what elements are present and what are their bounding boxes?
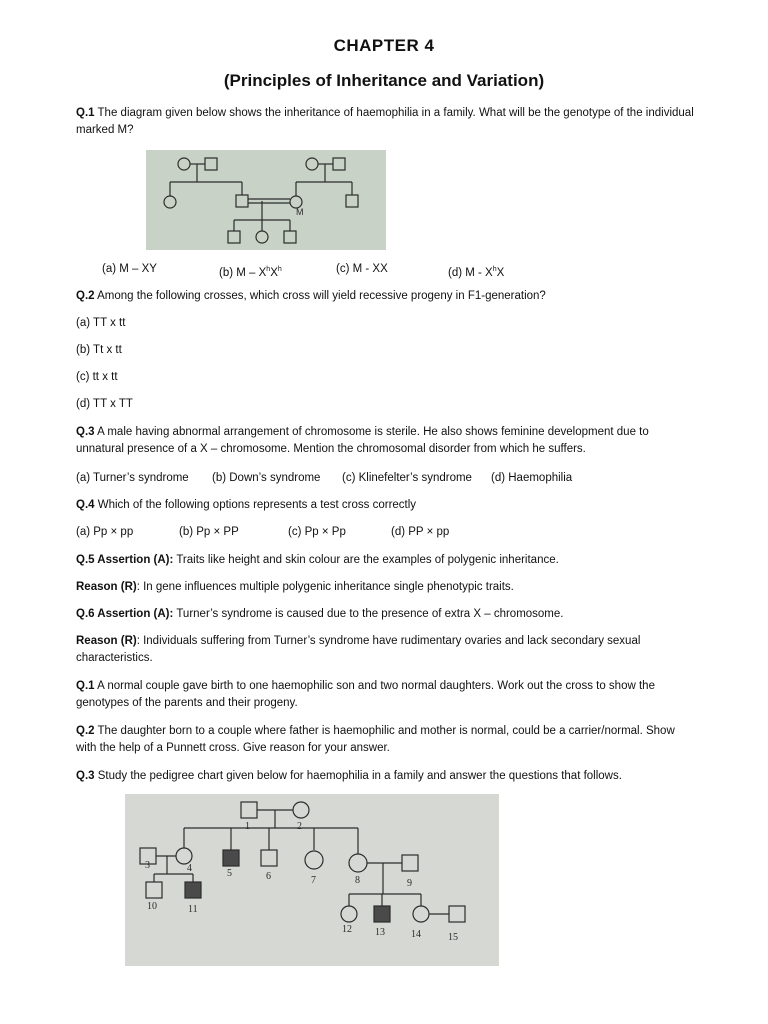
- q3-option-b: (b) Down’s syndrome: [212, 472, 321, 484]
- affected-male-symbol-5: [223, 850, 239, 866]
- male-symbol-15: [449, 906, 465, 922]
- pedigree-chart-1: [146, 150, 386, 250]
- affected-male-symbol-11: [185, 882, 201, 898]
- question-6-reason: [76, 633, 696, 667]
- affected-male-symbol-13: [374, 906, 390, 922]
- female-symbol-12: [341, 906, 357, 922]
- question-4: [76, 497, 696, 514]
- label-2: 2: [297, 821, 302, 832]
- question-5-reason: [76, 579, 696, 596]
- female-symbol-14: [413, 906, 429, 922]
- question-text: Among the following crosses, which cross will yield recessive progeny in F1-generation?: [94, 290, 546, 302]
- label-10: 10: [147, 901, 157, 912]
- q3-option-d: (d) Haemophilia: [491, 472, 573, 484]
- question-text: Which of the following options represents a test cross correctly: [94, 499, 417, 511]
- q1-option-b: (b) M – $X^hX^h$: [219, 266, 282, 279]
- female-symbol: [164, 196, 176, 208]
- male-symbol: [346, 195, 358, 207]
- question-6-assertion: [76, 606, 696, 623]
- assertion-text: Turner’s syndrome is caused due to the presence of extra X – chromosome.: [173, 608, 564, 620]
- q1-option-a: (a) M – XY: [102, 263, 157, 275]
- label-7: 7: [311, 875, 316, 886]
- q2-option-a: (a) TT x tt: [76, 317, 126, 329]
- male-symbol-9: [402, 855, 418, 871]
- male-symbol: [236, 195, 248, 207]
- assertion-label: Q.5 Assertion (A):: [76, 554, 174, 566]
- q4-option-b: (b) Pp × PP: [179, 526, 239, 538]
- q3-option-a: (a) Turner’s syndrome: [76, 472, 189, 484]
- question-number: Q.2: [76, 725, 95, 737]
- male-symbol: [228, 231, 240, 243]
- question-text: The daughter born to a couple where father is haemophilic and mother is normal, could be a carrier/normal. Show with the help of a Punnett cross. Give reason for your answer.: [76, 725, 675, 754]
- q2-option-c: (c) tt x tt: [76, 371, 118, 383]
- q4-option-a: (a) Pp × pp: [76, 526, 134, 538]
- chapter-heading: CHAPTER 4: [333, 36, 435, 55]
- short-question-1: [76, 678, 696, 712]
- reason-label: Reason (R): [76, 635, 137, 647]
- label-5: 5: [227, 868, 232, 879]
- label-1: 1: [245, 821, 250, 832]
- question-text: Study the pedigree chart given below for haemophilia in a family and answer the questions that follows.: [94, 770, 622, 782]
- question-number: Q.4: [76, 499, 95, 511]
- short-question-3: [76, 768, 696, 785]
- question-text: The diagram given below shows the inheritance of haemophilia in a family. What will be the genotype of the individual marked M?: [76, 107, 694, 136]
- label-3: 3: [145, 860, 150, 871]
- label-14: 14: [411, 929, 421, 940]
- question-number: Q.1: [76, 107, 95, 119]
- question-number: Q.3: [76, 426, 95, 438]
- label-4: 4: [187, 863, 192, 874]
- label-13: 13: [375, 927, 385, 938]
- question-number: Q.3: [76, 770, 95, 782]
- q2-option-b: (b) Tt x tt: [76, 344, 122, 356]
- question-number: Q.1: [76, 680, 95, 692]
- male-symbol-6: [261, 850, 277, 866]
- assertion-text: Traits like height and skin colour are the examples of polygenic inheritance.: [173, 554, 559, 566]
- q3-option-c: (c) Klinefelter’s syndrome: [342, 472, 472, 484]
- female-symbol: [306, 158, 318, 170]
- male-symbol-1: [241, 802, 257, 818]
- female-symbol: [178, 158, 190, 170]
- reason-label: Reason (R): [76, 581, 137, 593]
- label-m: M: [296, 207, 304, 217]
- reason-text: : Individuals suffering from Turner’s syndrome have rudimentary ovaries and lack secondary sexual characteristics.: [76, 635, 641, 664]
- label-15: 15: [448, 932, 458, 943]
- pedigree-figure-2: [125, 794, 499, 966]
- q4-option-d: (d) PP × pp: [391, 526, 450, 538]
- question-5-assertion: [76, 552, 696, 569]
- male-symbol: [333, 158, 345, 170]
- female-symbol-2: [293, 802, 309, 818]
- female-symbol-7: [305, 851, 323, 869]
- assertion-label: Q.6 Assertion (A):: [76, 608, 174, 620]
- pedigree-figure-1: [146, 150, 386, 250]
- male-symbol: [284, 231, 296, 243]
- label-11: 11: [188, 904, 198, 915]
- label-6: 6: [266, 871, 271, 882]
- question-text: A normal couple gave birth to one haemophilic son and two normal daughters. Work out the cross to show the genotypes of the parents and their progeny.: [76, 680, 655, 709]
- female-symbol-8: [349, 854, 367, 872]
- female-symbol: [256, 231, 268, 243]
- label-9: 9: [407, 878, 412, 889]
- question-number: Q.2: [76, 290, 95, 302]
- q2-option-d: (d) TT x TT: [76, 398, 133, 410]
- label-8: 8: [355, 875, 360, 886]
- reason-text: : In gene influences multiple polygenic inheritance single phenotypic traits.: [136, 581, 514, 593]
- pedigree-chart-2: [125, 794, 499, 966]
- male-symbol: [205, 158, 217, 170]
- question-2: [76, 288, 696, 305]
- chapter-subtitle: (Principles of Inheritance and Variation): [223, 71, 545, 90]
- q1-option-c: (c) M - XX: [336, 263, 388, 275]
- question-1: [76, 105, 696, 139]
- q1-option-d: (d) M - $X^hX$: [448, 266, 505, 279]
- label-12: 12: [342, 924, 352, 935]
- q4-option-c: (c) Pp × Pp: [288, 526, 346, 538]
- male-symbol-10: [146, 882, 162, 898]
- question-text: A male having abnormal arrangement of chromosome is sterile. He also shows feminine development due to unnatural presence of a X – chromosome. Mention the chromosomal disorder from which he suffers.: [76, 426, 649, 455]
- question-3: [76, 424, 696, 458]
- short-question-2: [76, 723, 696, 757]
- female-symbol-4: [176, 848, 192, 864]
